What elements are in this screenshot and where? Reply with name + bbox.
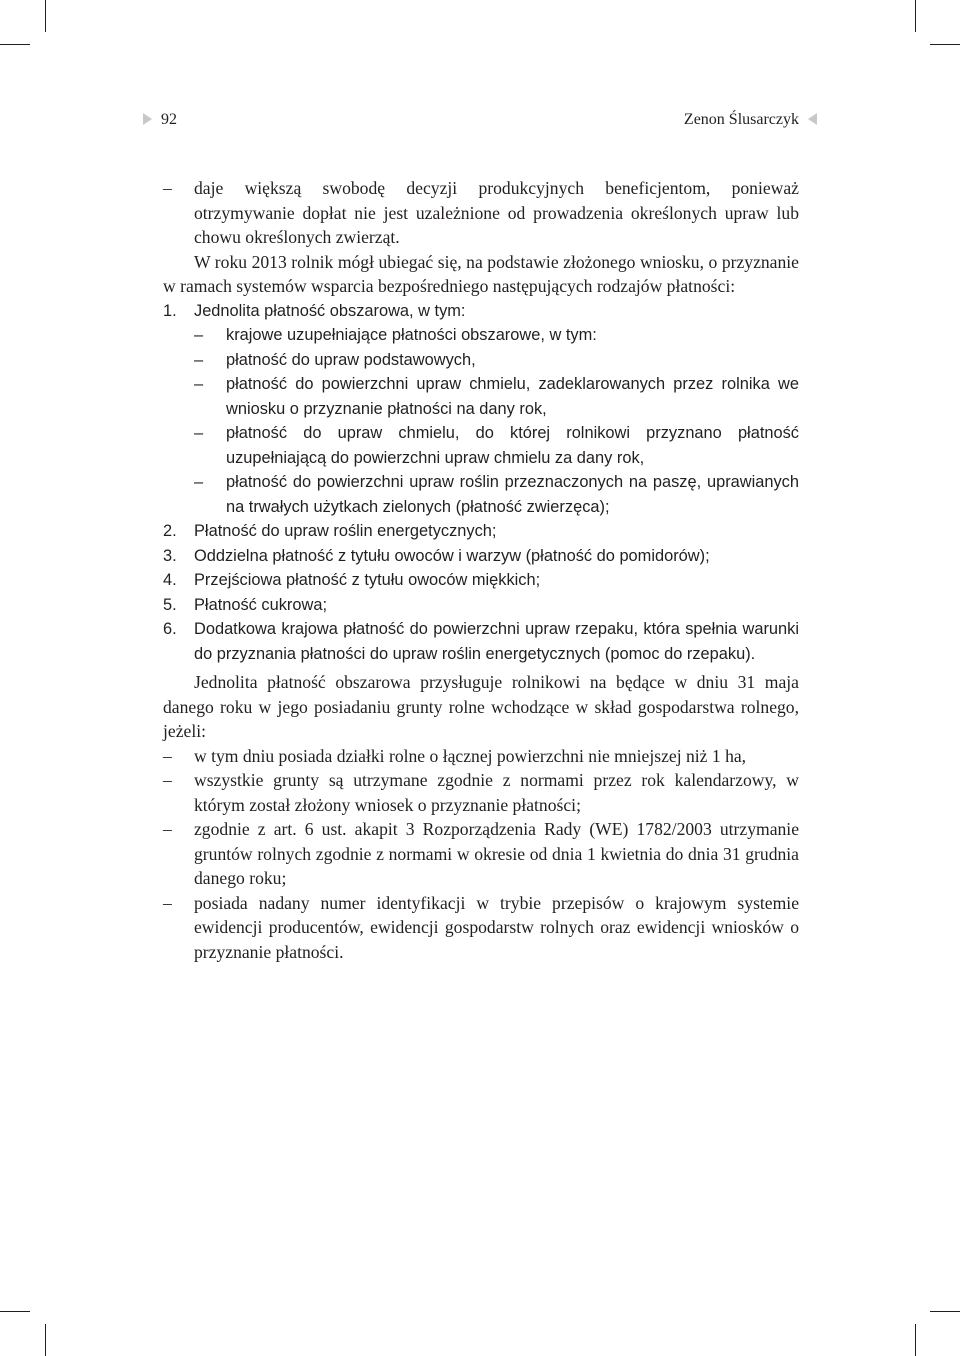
dash-marker: –	[194, 424, 204, 442]
author-name: Zenon Ślusarczyk	[683, 111, 799, 128]
item-text: Przejściowa płatność z tytułu owoców miękkich;	[194, 571, 541, 589]
condition-text: posiada nadany numer identyfikacji w trybie przepisów o krajowym systemie ewidencji producentów, ewidencji gospodarstw rolnych oraz ewidencji wniosków o przyznanie płatności.	[194, 892, 799, 962]
sub-item-text: krajowe uzupełniające płatności obszarowe, w tym:	[226, 326, 597, 344]
item-number: 6.	[163, 620, 177, 638]
paragraph: W roku 2013 rolnik mógł ubiegać się, na podstawie złożonego wniosku, o przyznanie w ramach systemów wsparcia bezpośredniego następujących rodzajów płatności:	[163, 251, 799, 296]
dash-marker: –	[194, 350, 204, 369]
condition-text: wszystkie grunty są utrzymane zgodnie z normami przez rok kalendarzowy, w którym został złożony wniosek o przyznanie płatności;	[194, 770, 799, 815]
dash-marker: –	[163, 819, 172, 839]
condition-item	[163, 891, 799, 965]
paragraph: Jednolita płatność obszarowa przysługuje rolnikowi na będące w dniu 31 maja danego roku w jego posiadaniu grunty rolne wchodzące w skład gospodarstwa rolnego, jeżeli:	[163, 672, 799, 741]
dash-marker: –	[163, 745, 172, 766]
triangle-right-icon	[143, 113, 152, 125]
crop-mark	[0, 1311, 30, 1312]
dash-marker: –	[163, 892, 172, 913]
sub-list-item	[163, 421, 799, 470]
crop-mark	[930, 1311, 960, 1312]
sub-item-text: płatność do upraw chmielu, do której rolnikowi przyznano płatność uzupełniającą do powierzchni upraw chmielu za dany rok,	[226, 424, 799, 467]
condition-item	[163, 817, 799, 891]
crop-mark	[915, 0, 916, 32]
numbered-item	[163, 617, 799, 666]
triangle-left-icon	[808, 113, 817, 125]
page-body	[163, 176, 799, 964]
running-header	[143, 109, 817, 131]
header-right	[684, 109, 817, 131]
list-item-text: daje większą swobodę decyzji produkcyjnych beneficjentom, ponieważ otrzymywanie dopłat nie jest uzależnione od prowadzenia określonych upraw lub chowu określonych zwierząt.	[194, 178, 799, 247]
sub-list-item	[163, 348, 799, 373]
crop-mark	[45, 0, 46, 32]
crop-mark	[930, 44, 960, 45]
item-number: 3.	[163, 546, 177, 565]
item-number: 1.	[163, 301, 177, 320]
dash-marker: –	[163, 770, 172, 790]
sub-list	[163, 323, 799, 519]
sub-list-item	[163, 470, 799, 519]
crop-mark	[915, 1324, 916, 1356]
item-text: Jednolita płatność obszarowa, w tym:	[194, 301, 466, 320]
item-text: Oddzielna płatność z tytułu owoców i warzyw (płatność do pomidorów);	[194, 546, 710, 565]
dash-marker: –	[194, 326, 204, 344]
item-number: 4.	[163, 571, 177, 589]
crop-mark	[0, 44, 30, 45]
sub-list-item	[163, 372, 799, 421]
condition-text: zgodnie z art. 6 ust. akapit 3 Rozporządzenia Rady (WE) 1782/2003 utrzymanie gruntów rolnych zgodnie z normami w okresie od dnia 1 kwietnia do dnia 31 grudnia danego roku;	[194, 819, 799, 888]
item-number: 2.	[163, 522, 177, 540]
condition-item	[163, 744, 799, 769]
numbered-item	[163, 299, 799, 324]
sub-item-text: płatność do powierzchni upraw chmielu, zadeklarowanych przez rolnika we wniosku o przyznanie płatności na dany rok,	[226, 375, 799, 418]
numbered-item	[163, 519, 799, 544]
item-text: Płatność do upraw roślin energetycznych;	[194, 522, 497, 540]
numbered-item	[163, 544, 799, 569]
item-text: Płatność cukrowa;	[194, 595, 328, 614]
page-number: 92	[161, 111, 177, 128]
dash-marker: –	[163, 178, 172, 198]
condition-item	[163, 768, 799, 817]
numbered-item	[163, 568, 799, 593]
sub-item-text: płatność do upraw podstawowych,	[226, 350, 476, 369]
dash-marker: –	[194, 375, 204, 393]
sub-item-text: płatność do powierzchni upraw roślin przeznaczonych na paszę, uprawianych na trwałych użytkach zielonych (płatność zwierzęca);	[226, 473, 799, 516]
numbered-item	[163, 593, 799, 618]
item-text: Dodatkowa krajowa płatność do powierzchni upraw rzepaku, która spełnia warunki do przyznania płatności do upraw roślin energetycznych (pomoc do rzepaku).	[194, 620, 799, 663]
item-number: 5.	[163, 595, 177, 614]
crop-mark	[45, 1324, 46, 1356]
list-item	[163, 176, 799, 250]
header-left	[143, 109, 177, 131]
dash-marker: –	[194, 473, 204, 491]
sub-list-item	[163, 323, 799, 348]
condition-text: w tym dniu posiada działki rolne o łącznej powierzchni nie mniejszej niż 1 ha,	[194, 745, 747, 766]
